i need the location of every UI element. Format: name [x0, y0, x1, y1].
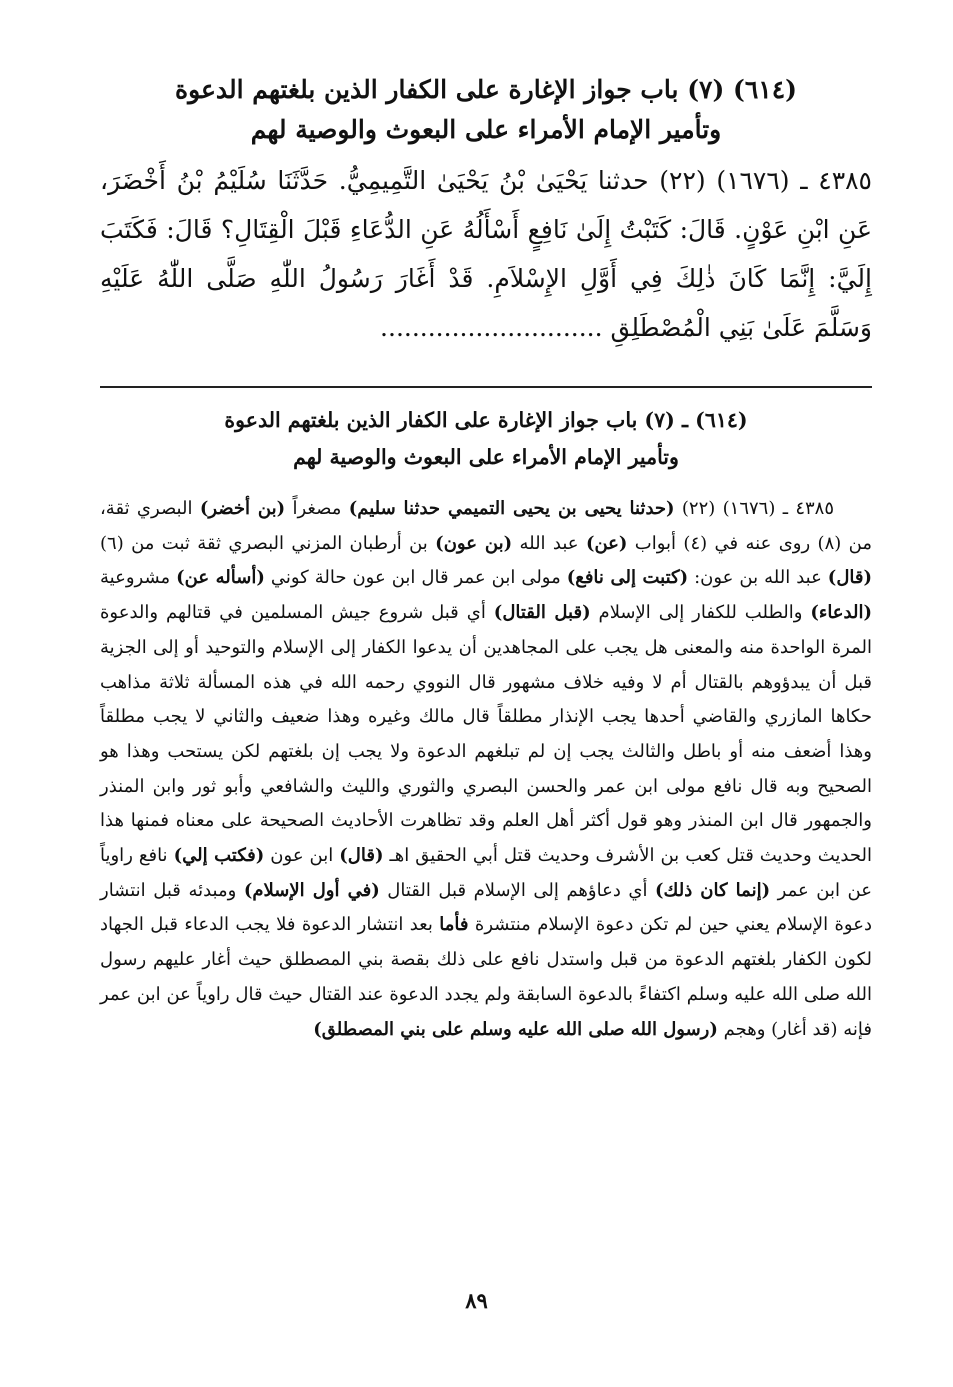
commentary-title-line-1: (٦١٤) ـ (٧) باب جواز الإغارة على الكفار الذين بلغتهم الدعوة [224, 408, 748, 432]
commentary-segment: مصغراً [285, 498, 349, 519]
commentary-quote: (عن) [585, 532, 628, 554]
commentary-quote: فأما [439, 914, 469, 936]
commentary-quote: (رسول الله صلى الله عليه وسلم على بني المصطلق) [313, 1018, 718, 1040]
commentary-segment: أي دعاؤهم إلى الإسلام قبل القتال [379, 879, 656, 901]
commentary-segment: ابن عون [264, 845, 340, 867]
commentary-segment: أي قبل شروع جيش المسلمين في قتالهم والدعوة المرة الواحدة منه والمعنى هل يجب على المجاهدين أن يدعوا الكفار إلى الإسلام والتوحيد أو إلى الجزية قبل أن يبدؤوهم بالقتال أم لا وفيه خلاف مشهور قال النووي رحمه الله في هذه المسألة ثلاثة مذاهب حكاها المازري والقاضي أحدها يجب الإنذار مطلقاً قال مالك وغيره وهذا ضعيف والثاني لا يجب مطلقاً وهذا أضعف منه أو باطل والثالث يجب إن لم تبلغهم الدعوة ولا يجب إن بلغتهم لكن يستحب وهذا هو الصحيح وبه قال نافع مولى ابن عمر والحسن البصري والثوري والليث والشافعي وأبو ثور وابن المنذر والجمهور قال ابن المنذر وهو قول أكثر أهل العلم وقد تظاهرت الأحاديث الصحيحة على معناه فمنها هذا الحديث وحديث قتل كعب بن الأشرف وحديث قتل أبي الحقيق اهـ [100, 602, 872, 867]
commentary-segment: البصري ثقة، من (٨) روى عنه في (٤) أبواب [100, 498, 872, 554]
commentary-quote: (كتبت إلى نافع) [566, 567, 689, 589]
commentary-quote: (بن عون) [435, 532, 513, 554]
chapter-title-line-1: (٦١٤) (٧) باب جواز الإغارة على الكفار الذين بلغتهم الدعوة [174, 75, 797, 104]
chapter-title [100, 70, 872, 150]
commentary-segment: عبد الله [512, 532, 586, 554]
commentary-quote: (في أول الإسلام) [243, 879, 380, 901]
hadith-continuation-dots: ............................ [380, 313, 603, 342]
commentary-segment: بعد انتشار الدعوة فلا يجب الدعاء قبل الجهاد لكون الكفار بلغتهم الدعوة من قبل واستدل نافع على ذلك بقصة بني المصطلق حيث أغار عليهم رسول الله صلى الله عليه وسلم اكتفاءً بالدعوة السابقة ولم يجدد الدعوة عند القتال حيث قال راوياً عن ابن عمر فإنه (قد أغار) وهجم [100, 914, 872, 1040]
commentary-section [100, 402, 872, 1047]
commentary-quote: (أسأله عن) [176, 567, 265, 589]
commentary-quote: (حدثنا يحيى بن يحيى التميمي حدثنا سليم) [348, 498, 675, 519]
commentary-quote: (بن أخضر) [199, 498, 286, 519]
commentary-quote: (قال) [339, 845, 384, 867]
footnote-divider [100, 386, 872, 388]
commentary-segment: عبد الله بن عون: [688, 567, 828, 589]
hadith-text [100, 156, 872, 352]
commentary-quote: (إنما كان ذلك) [655, 879, 771, 901]
hadith-section [100, 70, 872, 352]
commentary-segment: ومبدئه قبل انتشار دعوة الإسلام يعني حين لم تكن دعوة الإسلام منتشرة [100, 879, 872, 936]
commentary-segment: مشروعية [100, 567, 177, 589]
commentary-title-line-2: وتأمير الإمام الأمراء على البعوث والوصية لهم [293, 445, 679, 469]
commentary-quote: (قبل القتال) [493, 602, 591, 624]
commentary-segment: والطلب للكفار إلى الإسلام [590, 602, 811, 624]
commentary-quote: (فكتب إلي) [173, 845, 265, 867]
commentary-segment: مولى ابن عمر قال ابن عون حالة كوني [264, 567, 567, 589]
commentary-segment: بن أرطبان المزني البصري ثقة ثبت من (٦) [100, 532, 436, 554]
commentary-segment: نافع راوياً عن ابن عمر [100, 845, 872, 901]
commentary-segment: ٤٣٨٥ ـ (١٦٧٦) (٢٢) [674, 498, 834, 519]
commentary-quote: (الدعاء) [810, 602, 872, 624]
commentary-title [100, 402, 872, 476]
commentary-quote: (قال) [827, 567, 872, 589]
page-number: ٨٩ [465, 1288, 488, 1313]
chapter-title-line-2: وتأمير الإمام الأمراء على البعوث والوصية لهم [250, 115, 722, 144]
hadith-body: ٤٣٨٥ ـ (١٦٧٦) (٢٢) حدثنا يَحْيَىٰ بْنُ يَحْيَىٰ التَّمِيمِيُّ. حَدَّثَنَا سُلَيْمُ بْنُ أَخْضَرَ، عَنِ ابْنِ عَوْنٍ. قَالَ: كَتَبْتُ إِلَىٰ نَافِعٍ أَسْأَلُهُ عَنِ الدُّعَاءِ قَبْلَ الْقِتَالِ؟ قَالَ: فَكَتَبَ إِلَيَّ: إِنَّمَا كَانَ ذٰلِكَ فِي أَوَّلِ الإِسْلاَمِ. قَدْ أَغَارَ رَسُولُ اللّٰهِ صَلَّى اللّٰهُ عَلَيْهِ وَسَلَّمَ عَلَىٰ بَنِي الْمُصْطَلِقِ [100, 166, 872, 342]
commentary-text [100, 492, 872, 1047]
